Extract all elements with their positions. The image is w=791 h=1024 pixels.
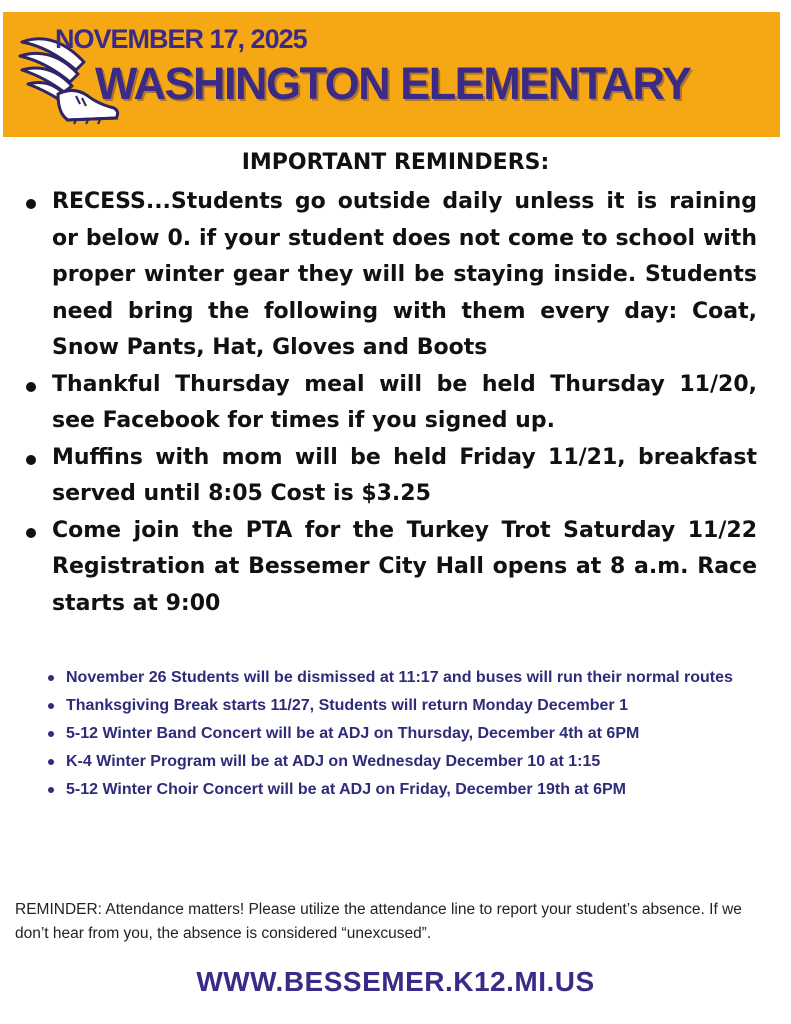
bullet-icon bbox=[48, 787, 54, 793]
attendance-reminder: REMINDER: Attendance matters! Please utilize the attendance line to report your student’s absence. If we don’t hear from you, the absence is considered “unexcused”. bbox=[15, 901, 742, 942]
list-item: Thanksgiving Break starts 11/27, Students will return Monday December 1 bbox=[66, 692, 763, 720]
bullet-icon bbox=[26, 382, 36, 392]
list-item: November 26 Students will be dismissed at 11:17 and buses will run their normal routes bbox=[66, 664, 763, 692]
list-item: Muffins with mom will be held Friday 11/21, breakfast served until 8:05 Cost is $3.25 bbox=[52, 440, 757, 513]
list-item: Thankful Thursday meal will be held Thursday 11/20, see Facebook for times if you signed up. bbox=[52, 367, 757, 440]
bullet-icon bbox=[48, 731, 54, 737]
list-item: 5-12 Winter Choir Concert will be at ADJ on Friday, December 19th at 6PM bbox=[66, 776, 763, 804]
newsletter-date: NOVEMBER 17, 2025 bbox=[55, 24, 307, 54]
bullet-icon bbox=[26, 528, 36, 538]
list-item: 5-12 Winter Band Concert will be at ADJ on Thursday, December 4th at 6PM bbox=[66, 720, 763, 748]
bullet-icon bbox=[48, 703, 54, 709]
reminders-list bbox=[52, 184, 757, 622]
list-item: RECESS...Students go outside daily unless it is raining or below 0. if your student does not come to school with proper winter gear they will be staying inside. Students need bring the following with them every day: Coat, Snow Pants, Hat, Gloves and Boots bbox=[52, 184, 757, 367]
list-item: Come join the PTA for the Turkey Trot Saturday 11/22 Registration at Bessemer City Hall opens at 8 a.m. Race starts at 9:00 bbox=[52, 513, 757, 623]
bullet-icon bbox=[48, 675, 54, 681]
bullet-icon bbox=[48, 759, 54, 765]
school-name: WASHINGTON ELEMENTARY bbox=[95, 58, 691, 109]
reminders-heading: IMPORTANT REMINDERS: bbox=[241, 150, 550, 175]
bullet-icon bbox=[26, 455, 36, 465]
list-item: K-4 Winter Program will be at ADJ on Wednesday December 10 at 1:15 bbox=[66, 748, 763, 776]
website-link[interactable]: WWW.BESSEMER.K12.MI.US bbox=[196, 966, 595, 997]
bullet-icon bbox=[26, 199, 36, 209]
events-list bbox=[66, 664, 763, 804]
